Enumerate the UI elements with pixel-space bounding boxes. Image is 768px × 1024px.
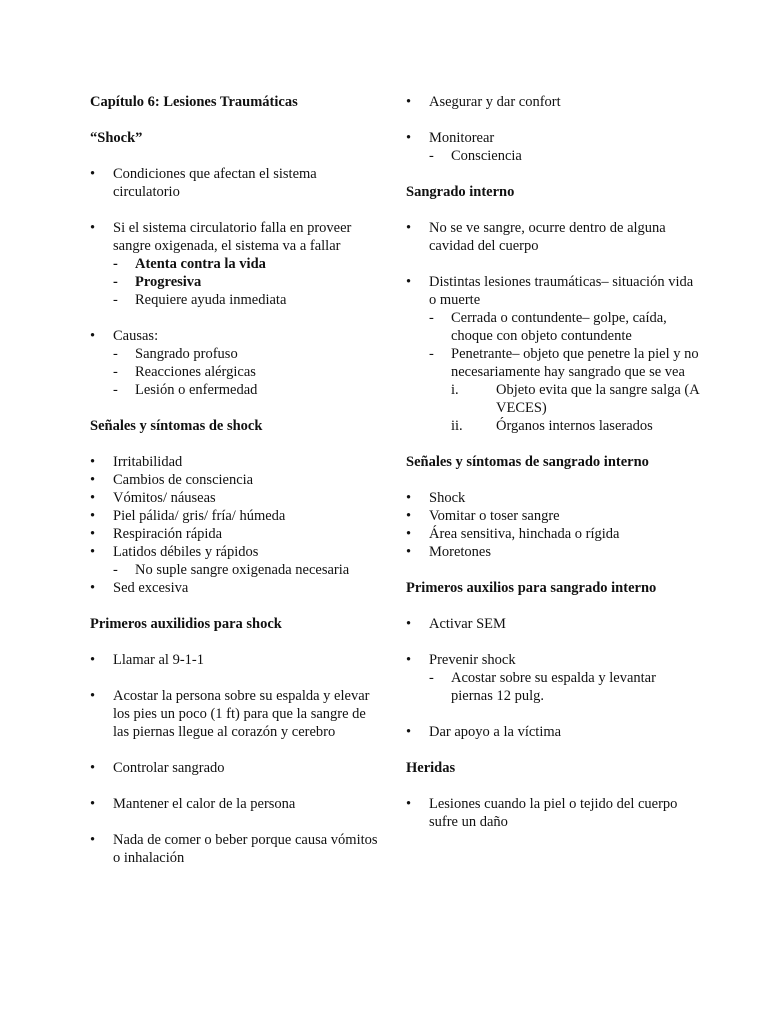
sub-item-text: No suple sangre oxigenada necesaria [135, 562, 350, 578]
sub-item-text: Reacciones alérgicas [135, 364, 256, 380]
sub-item-text: Atenta contra la vida [135, 256, 266, 272]
list-item-text: Vómitos/ náuseas [113, 490, 216, 506]
sub-item [113, 291, 380, 309]
roman-item-text: Objeto evita que la sangre salga (A VECES) [496, 382, 699, 416]
bullet-icon: • [90, 526, 96, 542]
list-item-text: No se ve sangre, ocurre dentro de alguna cavidad del cuerpo [429, 220, 666, 254]
list-item [406, 129, 701, 147]
bullet-icon: • [406, 724, 412, 740]
list-item [90, 687, 380, 741]
dash-icon: - [429, 148, 434, 164]
list-item-text: Piel pálida/ gris/ fría/ húmeda [113, 508, 286, 524]
internal-signs-heading: Señales y síntomas de sangrado interno [406, 454, 649, 470]
bullet-icon: • [90, 490, 96, 506]
list-item-text: Sed excesiva [113, 580, 189, 596]
list-item [90, 327, 380, 345]
shock-signs-heading: Señales y síntomas de shock [90, 418, 263, 434]
list-item [406, 507, 701, 525]
list-item-text: Vomitar o toser sangre [429, 508, 560, 524]
sub-list [113, 345, 380, 399]
dash-icon: - [113, 256, 118, 272]
list-item [406, 615, 701, 633]
bullet-icon: • [406, 652, 412, 668]
dash-icon: - [113, 292, 118, 308]
list-item-text: Acostar la persona sobre su espalda y elevar los pies un poco (1 ft) para que la sangre de las piernas llegue al corazón y cerebro [113, 688, 370, 740]
sub-item [429, 669, 701, 705]
list-item-text: Prevenir shock [429, 652, 516, 668]
sub-list [113, 255, 380, 309]
bullet-icon: • [406, 490, 412, 506]
sub-item [429, 147, 701, 165]
list-item-text: Controlar sangrado [113, 760, 225, 776]
list-item-text: Shock [429, 490, 466, 506]
bullet-icon: • [90, 454, 96, 470]
sub-item [429, 345, 701, 435]
bullet-icon: • [406, 796, 412, 812]
sub-item-text: Penetrante– objeto que penetre la piel y no necesariamente hay sangrado que se vea [451, 346, 699, 380]
sub-item [113, 381, 380, 399]
sub-item [113, 255, 380, 273]
dash-icon: - [113, 274, 118, 290]
list-item [90, 651, 380, 669]
roman-item-text: Órganos internos laserados [496, 418, 653, 434]
list-item-text: Latidos débiles y rápidos [113, 544, 259, 560]
list-item [90, 453, 380, 471]
bullet-icon: • [406, 130, 412, 146]
shock-firstaid-heading: Primeros auxilidios para shock [90, 616, 282, 632]
bullet-icon: • [406, 526, 412, 542]
right-column [406, 93, 701, 831]
internal-firstaid-heading: Primeros auxilios para sangrado interno [406, 580, 657, 596]
list-item [406, 219, 701, 255]
list-item [90, 489, 380, 507]
shock-heading: “Shock” [90, 130, 143, 146]
list-item [406, 651, 701, 669]
list-item-text: Asegurar y dar confort [429, 94, 561, 110]
sub-item-text: Lesión o enfermedad [135, 382, 258, 398]
bullet-icon: • [406, 274, 412, 290]
list-item [90, 579, 380, 597]
sub-item [113, 561, 380, 579]
sub-item-text: Acostar sobre su espalda y levantar piernas 12 pulg. [451, 670, 656, 704]
list-item [90, 543, 380, 561]
sub-item [113, 273, 380, 291]
bullet-icon: • [90, 832, 96, 848]
bullet-icon: • [406, 94, 412, 110]
bullet-icon: • [90, 220, 96, 236]
list-item-text: Causas: [113, 328, 159, 344]
roman-item [451, 381, 701, 417]
list-item-text: Distintas lesiones traumáticas– situación vida o muerte [429, 274, 694, 308]
internal-bleeding-heading: Sangrado interno [406, 184, 515, 200]
sub-list [113, 561, 380, 579]
bullet-icon: • [90, 472, 96, 488]
list-item [90, 759, 380, 777]
sub-item-text: Progresiva [135, 274, 202, 290]
roman-list [451, 381, 701, 435]
bullet-icon: • [90, 508, 96, 524]
list-item-text: Mantener el calor de la persona [113, 796, 296, 812]
list-item [406, 543, 701, 561]
sub-list [429, 309, 701, 435]
list-item-text: Activar SEM [429, 616, 506, 632]
list-item-text: Irritabilidad [113, 454, 183, 470]
dash-icon: - [113, 346, 118, 362]
sub-item-text: Consciencia [451, 148, 522, 164]
bullet-icon: • [90, 328, 96, 344]
dash-icon: - [113, 382, 118, 398]
sub-item [113, 345, 380, 363]
sub-item-text: Cerrada o contundente– golpe, caída, choque con objeto contundente [451, 310, 667, 344]
sub-item-text: Requiere ayuda inmediata [135, 292, 287, 308]
list-item-text: Respiración rápida [113, 526, 223, 542]
dash-icon: - [113, 562, 118, 578]
bullet-icon: • [90, 652, 96, 668]
roman-item [451, 417, 701, 435]
roman-numeral: ii. [451, 418, 463, 434]
list-item-text: Llamar al 9-1-1 [113, 652, 204, 668]
list-item-text: Área sensitiva, hinchada o rígida [429, 526, 620, 542]
list-item [90, 471, 380, 489]
chapter-title: Capítulo 6: Lesiones Traumáticas [90, 94, 298, 110]
roman-numeral: i. [451, 382, 459, 398]
list-item-text: Lesiones cuando la piel o tejido del cuerpo sufre un daño [429, 796, 678, 830]
dash-icon: - [429, 346, 434, 362]
list-item [90, 165, 380, 201]
bullet-icon: • [406, 508, 412, 524]
list-item [90, 507, 380, 525]
sub-item [429, 309, 701, 345]
dash-icon: - [113, 364, 118, 380]
list-item-text: Cambios de consciencia [113, 472, 254, 488]
sub-list [429, 669, 701, 705]
list-item [406, 489, 701, 507]
left-column [90, 93, 380, 867]
list-item [406, 273, 701, 309]
bullet-icon: • [90, 166, 96, 182]
list-item-text: Monitorear [429, 130, 495, 146]
list-item [90, 831, 380, 867]
bullet-icon: • [90, 796, 96, 812]
list-item [90, 525, 380, 543]
bullet-icon: • [406, 220, 412, 236]
list-item-text: Moretones [429, 544, 492, 560]
list-item [406, 795, 701, 831]
list-item [90, 795, 380, 813]
bullet-icon: • [90, 580, 96, 596]
list-item-text: Nada de comer o beber porque causa vómitos o inhalación [113, 832, 378, 866]
list-item [406, 723, 701, 741]
bullet-icon: • [406, 544, 412, 560]
bullet-icon: • [90, 688, 96, 704]
bullet-icon: • [90, 760, 96, 776]
sub-list [429, 147, 701, 165]
bullet-icon: • [406, 616, 412, 632]
sub-item-text: Sangrado profuso [135, 346, 238, 362]
list-item-text: Si el sistema circulatorio falla en proveer sangre oxigenada, el sistema va a fallar [113, 220, 352, 254]
sub-item [113, 363, 380, 381]
list-item-text: Dar apoyo a la víctima [429, 724, 562, 740]
dash-icon: - [429, 310, 434, 326]
list-item-text: Condiciones que afectan el sistema circulatorio [113, 166, 317, 200]
list-item [406, 525, 701, 543]
dash-icon: - [429, 670, 434, 686]
wounds-heading: Heridas [406, 760, 456, 776]
list-item [406, 93, 701, 111]
list-item [90, 219, 380, 255]
bullet-icon: • [90, 544, 96, 560]
